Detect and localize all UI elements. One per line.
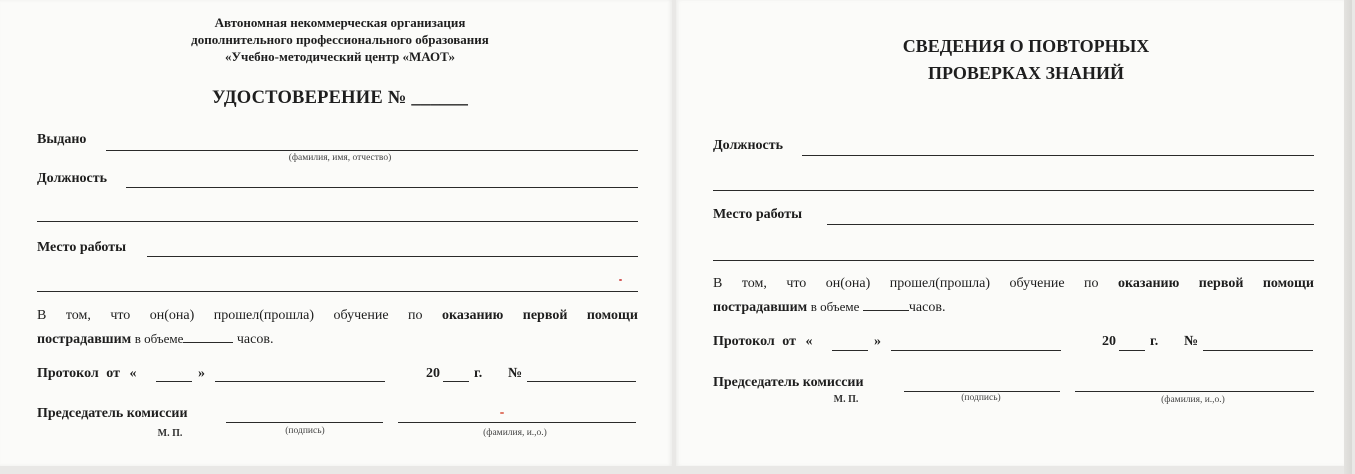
para-word-bold: помощи [1262, 276, 1314, 291]
para-word: что [110, 308, 131, 323]
protocol-label: Протокол [37, 366, 99, 381]
protocol-month-field[interactable] [215, 381, 385, 382]
protocol-quote-open: « [805, 334, 813, 349]
para-bold-victims: пострадавшим [37, 332, 132, 347]
fio-caption: (фамилия, и.,о.) [1161, 395, 1225, 405]
protocol-label: Протокол [713, 334, 775, 349]
para-word-bold: первой [1198, 276, 1244, 291]
position-field-line-2[interactable] [713, 190, 1314, 191]
para-word: он(она) [149, 308, 195, 323]
protocol-number-sign: № [1184, 334, 1199, 349]
protocol-quote-close: » [874, 334, 881, 349]
fio-caption: (фамилия, и.,о.) [483, 428, 547, 438]
chair-signature-field[interactable] [904, 391, 1060, 392]
protocol-year-field[interactable] [443, 381, 469, 382]
protocol-day-field[interactable] [832, 350, 868, 351]
protocol-day-field[interactable] [156, 381, 192, 382]
para-word-bold: оказанию [442, 308, 504, 323]
workplace-label: Место работы [37, 240, 127, 255]
issued-caption: (фамилия, имя, отчество) [288, 153, 392, 163]
signature-caption: (подпись) [961, 393, 1001, 403]
stamp-place: М. П. [833, 394, 859, 405]
hours-field[interactable] [183, 331, 233, 343]
position-field-line-2[interactable] [37, 221, 638, 222]
position-field[interactable] [802, 155, 1314, 156]
certificate-title: УДОСТОВЕРЕНИЕ № ______ [211, 88, 469, 108]
workplace-field-line-2[interactable] [37, 291, 638, 292]
signature-caption: (подпись) [285, 426, 325, 436]
left-page [0, 0, 672, 466]
protocol-quote-open: « [129, 366, 137, 381]
para-word: по [408, 308, 423, 323]
para-hours-text: часов. [236, 332, 274, 347]
chair-name-field[interactable] [398, 422, 636, 423]
protocol-number-field[interactable] [527, 381, 636, 382]
para-bold-victims: пострадавшим [713, 300, 808, 315]
red-speck [619, 279, 622, 281]
protocol-year-prefix: 20 [426, 366, 440, 381]
issued-field[interactable] [106, 150, 638, 151]
para-word: что [786, 276, 807, 291]
para-word-bold: помощи [586, 308, 638, 323]
training-paragraph [713, 272, 1314, 319]
protocol-row [713, 334, 812, 350]
stamp-place: М. П. [157, 428, 183, 439]
para-word: В [713, 276, 723, 291]
protocol-number-sign: № [508, 366, 523, 381]
position-label: Должность [37, 171, 108, 186]
para-word: В [37, 308, 47, 323]
position-field[interactable] [126, 187, 638, 188]
para-volume-text: в объеме [134, 331, 184, 346]
protocol-year-field[interactable] [1119, 350, 1145, 351]
protocol-month-field[interactable] [891, 350, 1061, 351]
para-word: обучение [333, 308, 389, 323]
chair-label: Председатель комиссии [37, 406, 188, 421]
para-hours-text: часов. [908, 300, 946, 315]
paragraph-line-2 [713, 295, 1314, 319]
para-word-bold: первой [522, 308, 568, 323]
protocol-year-prefix: 20 [1102, 334, 1116, 349]
para-word: прошел(прошла) [889, 276, 991, 291]
org-line-2: дополнительного профессионального образования [191, 32, 489, 47]
paragraph-line-1 [713, 272, 1314, 295]
title-line-2: ПРОВЕРКАХ ЗНАНИЙ [928, 63, 1124, 83]
position-label: Должность [713, 138, 784, 153]
organization-header [100, 14, 580, 65]
workplace-label: Место работы [713, 207, 803, 222]
protocol-from: от [782, 334, 796, 349]
para-word: обучение [1009, 276, 1065, 291]
chair-signature-field[interactable] [226, 422, 383, 423]
para-word: по [1084, 276, 1099, 291]
para-word: том, [741, 276, 767, 291]
title-line-1: СВЕДЕНИЯ О ПОВТОРНЫХ [902, 36, 1150, 56]
red-speck [500, 412, 504, 414]
issued-label: Выдано [37, 132, 87, 147]
protocol-row [37, 366, 136, 382]
protocol-from: от [106, 366, 120, 381]
protocol-year-suffix: г. [1150, 334, 1159, 349]
protocol-number-field[interactable] [1203, 350, 1313, 351]
para-word: он(она) [825, 276, 871, 291]
para-volume-text: в объеме [810, 299, 860, 314]
workplace-field[interactable] [827, 224, 1314, 225]
paragraph-line-1 [37, 304, 638, 327]
workplace-field[interactable] [147, 256, 638, 257]
chair-label: Председатель комиссии [713, 375, 864, 390]
para-word: том, [65, 308, 91, 323]
paragraph-line-2 [37, 327, 638, 351]
training-paragraph [37, 304, 638, 351]
repeat-checks-title [776, 33, 1276, 87]
hours-field[interactable] [863, 299, 909, 311]
para-word: прошел(прошла) [213, 308, 315, 323]
protocol-year-suffix: г. [474, 366, 483, 381]
protocol-quote-close: » [198, 366, 205, 381]
right-page [676, 0, 1344, 466]
org-line-1: Автономная некоммерческая организация [214, 15, 466, 30]
para-word-bold: оказанию [1118, 276, 1180, 291]
workplace-field-line-2[interactable] [713, 260, 1314, 261]
chair-name-field[interactable] [1075, 391, 1314, 392]
org-line-3: «Учебно-методический центр «МАОТ» [225, 49, 455, 64]
